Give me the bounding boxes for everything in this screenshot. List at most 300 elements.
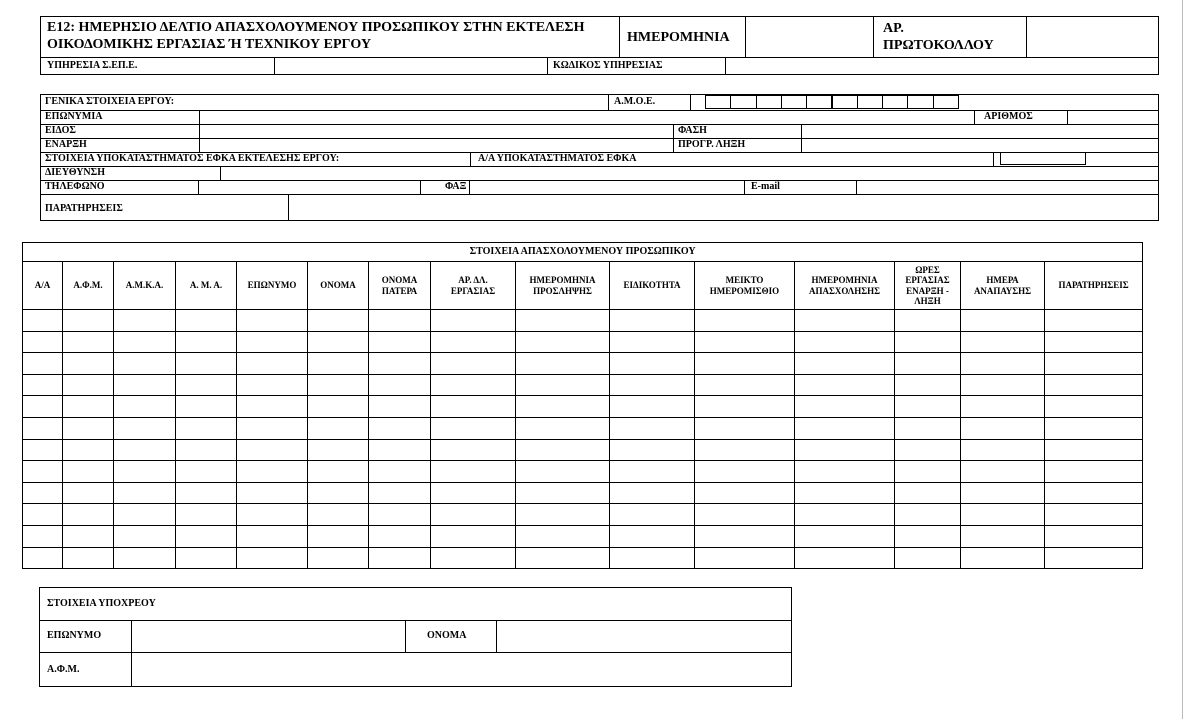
table-cell[interactable]: [114, 353, 176, 375]
project-vline: [801, 124, 802, 152]
project-vline: [690, 94, 691, 110]
amoe-digit-box[interactable]: [705, 95, 731, 109]
staff-column-header-line: ΗΜΕΡΟΜΗΝΙΑ: [811, 275, 878, 286]
obligor-surname-label: ΕΠΩΝΥΜΟ: [47, 630, 102, 641]
amoe-digit-box[interactable]: [882, 95, 908, 109]
table-cell[interactable]: [961, 331, 1045, 353]
table-cell[interactable]: [369, 504, 431, 526]
table-cell[interactable]: [63, 461, 114, 483]
table-cell[interactable]: [431, 417, 516, 439]
table-cell[interactable]: [237, 331, 308, 353]
table-cell[interactable]: [23, 439, 63, 461]
table-cell[interactable]: [431, 374, 516, 396]
table-cell[interactable]: [237, 504, 308, 526]
obligor-vline: [405, 620, 406, 652]
table-cell[interactable]: [516, 374, 610, 396]
table-cell[interactable]: [1045, 439, 1143, 461]
project-row-line: [40, 194, 1159, 195]
table-cell[interactable]: [176, 547, 237, 569]
table-cell[interactable]: [1045, 525, 1143, 547]
staff-column-header-line: ΛΗΞΗ: [914, 295, 941, 306]
table-cell[interactable]: [516, 396, 610, 418]
email-label: E-mail: [751, 181, 780, 192]
table-cell[interactable]: [23, 353, 63, 375]
table-cell[interactable]: [369, 417, 431, 439]
date-label: ΗΜΕΡΟΜΗΝΙΑ: [627, 30, 730, 45]
table-cell[interactable]: [1045, 482, 1143, 504]
table-cell[interactable]: [114, 374, 176, 396]
table-cell[interactable]: [23, 331, 63, 353]
project-vline: [974, 110, 975, 124]
staff-column-header: [23, 262, 63, 310]
table-cell[interactable]: [308, 525, 369, 547]
table-cell[interactable]: [237, 353, 308, 375]
table-cell[interactable]: [895, 310, 961, 332]
table-cell[interactable]: [176, 353, 237, 375]
table-cell[interactable]: [1045, 547, 1143, 569]
table-cell[interactable]: [961, 310, 1045, 332]
table-cell[interactable]: [516, 439, 610, 461]
project-vline: [420, 180, 421, 194]
staff-column-header: [63, 262, 114, 310]
notes-label: ΠΑΡΑΤΗΡΗΣΕΙΣ: [45, 203, 123, 214]
table-cell[interactable]: [961, 504, 1045, 526]
form-title-line2: ΟΙΚΟΔΟΜΙΚΗΣ ΕΡΓΑΣΙΑΣ Ή ΤΕΧΝΙΚΟΥ ΕΡΓΟΥ: [47, 37, 372, 52]
protocol-label-line1: ΑΡ.: [883, 21, 904, 36]
project-vline: [744, 180, 745, 194]
staff-header-row: [23, 262, 1143, 310]
amoe-digit-box[interactable]: [933, 95, 959, 109]
table-cell[interactable]: [610, 504, 695, 526]
table-cell[interactable]: [308, 547, 369, 569]
protocol-label-line2: ΠΡΩΤΟΚΟΛΛΟΥ: [883, 38, 994, 53]
staff-table: [22, 242, 1143, 569]
staff-column-header-line: Α/Α: [34, 280, 51, 291]
page-edge-line: [1182, 0, 1183, 719]
table-cell[interactable]: [961, 439, 1045, 461]
table-cell[interactable]: [369, 374, 431, 396]
table-cell[interactable]: [114, 482, 176, 504]
table-cell[interactable]: [895, 504, 961, 526]
table-row: [23, 374, 1143, 396]
table-cell[interactable]: [23, 504, 63, 526]
obligor-row-line: [39, 652, 792, 653]
project-start-field[interactable]: [201, 139, 671, 151]
table-cell[interactable]: [610, 482, 695, 504]
project-vline: [856, 180, 857, 194]
table-cell[interactable]: [63, 525, 114, 547]
table-cell[interactable]: [431, 396, 516, 418]
staff-column-header: [516, 262, 610, 310]
table-cell[interactable]: [176, 439, 237, 461]
table-cell[interactable]: [610, 439, 695, 461]
table-cell[interactable]: [695, 353, 795, 375]
table-cell[interactable]: [23, 547, 63, 569]
table-cell[interactable]: [114, 331, 176, 353]
table-cell[interactable]: [695, 374, 795, 396]
table-cell[interactable]: [369, 482, 431, 504]
table-cell[interactable]: [961, 353, 1045, 375]
table-cell[interactable]: [610, 396, 695, 418]
table-cell[interactable]: [1045, 396, 1143, 418]
table-cell[interactable]: [114, 547, 176, 569]
table-cell[interactable]: [1045, 504, 1143, 526]
table-cell[interactable]: [895, 525, 961, 547]
staff-column-header-line: ΕΠΩΝΥΜΟ: [247, 280, 297, 291]
address-label: ΔΙΕΥΘΥΝΣΗ: [45, 167, 105, 178]
table-cell[interactable]: [237, 439, 308, 461]
table-cell[interactable]: [237, 461, 308, 483]
staff-column-header-line: ΕΙΔΙΚΟΤΗΤΑ: [623, 280, 681, 291]
table-cell[interactable]: [369, 353, 431, 375]
table-cell[interactable]: [431, 461, 516, 483]
table-cell[interactable]: [431, 482, 516, 504]
table-cell[interactable]: [308, 461, 369, 483]
table-cell[interactable]: [961, 417, 1045, 439]
table-cell[interactable]: [895, 482, 961, 504]
staff-section-title: ΣΤΟΙΧΕΙΑ ΑΠΑΣΧΟΛΟΥΜΕΝΟΥ ΠΡΟΣΩΠΙΚΟΥ: [23, 243, 1143, 262]
table-cell[interactable]: [237, 396, 308, 418]
table-cell[interactable]: [610, 547, 695, 569]
table-cell[interactable]: [237, 547, 308, 569]
table-cell[interactable]: [308, 331, 369, 353]
table-cell[interactable]: [795, 310, 895, 332]
table-cell[interactable]: [695, 417, 795, 439]
project-vline: [199, 110, 200, 152]
table-cell[interactable]: [369, 525, 431, 547]
table-cell[interactable]: [308, 482, 369, 504]
protocol-number-field[interactable]: [1028, 18, 1157, 56]
staff-column-header: [961, 262, 1045, 310]
obligor-name-field[interactable]: [498, 622, 790, 651]
amoe-digit-box[interactable]: [756, 95, 782, 109]
table-cell[interactable]: [176, 525, 237, 547]
table-cell[interactable]: [63, 547, 114, 569]
table-cell[interactable]: [516, 504, 610, 526]
header-vline: [873, 16, 874, 58]
project-vline: [673, 124, 674, 152]
table-cell[interactable]: [176, 331, 237, 353]
project-number-field[interactable]: [1069, 111, 1157, 123]
table-row: [23, 396, 1143, 418]
project-vline: [470, 152, 471, 166]
table-cell[interactable]: [23, 417, 63, 439]
table-cell[interactable]: [237, 417, 308, 439]
amoe-label: Α.Μ.Ο.Ε.: [614, 96, 656, 107]
project-start-label: ΕΝΑΡΞΗ: [45, 139, 87, 150]
table-cell[interactable]: [895, 439, 961, 461]
table-cell[interactable]: [1045, 461, 1143, 483]
project-vline: [198, 180, 199, 194]
table-cell[interactable]: [795, 461, 895, 483]
table-cell[interactable]: [1045, 353, 1143, 375]
fax-label: ΦΑΞ: [445, 181, 467, 192]
staff-column-header-line: ΗΜΕΡΟΜΙΣΘΙΟ: [709, 285, 780, 296]
table-cell[interactable]: [695, 439, 795, 461]
project-vline: [469, 180, 470, 194]
table-cell[interactable]: [695, 482, 795, 504]
table-cell[interactable]: [176, 482, 237, 504]
obligor-afm-label: Α.Φ.Μ.: [47, 664, 80, 675]
staff-column-header-line: ΗΜΕΡΑ: [986, 275, 1019, 286]
table-cell[interactable]: [431, 353, 516, 375]
table-cell[interactable]: [114, 461, 176, 483]
project-phase-field[interactable]: [803, 125, 1157, 137]
table-cell[interactable]: [895, 353, 961, 375]
table-cell[interactable]: [610, 417, 695, 439]
date-field[interactable]: [747, 18, 871, 56]
header-vline: [1026, 16, 1027, 58]
table-cell[interactable]: [795, 525, 895, 547]
obligor-row-line: [39, 620, 792, 621]
table-cell[interactable]: [237, 525, 308, 547]
table-cell[interactable]: [114, 310, 176, 332]
table-cell[interactable]: [23, 482, 63, 504]
table-cell[interactable]: [308, 374, 369, 396]
project-name-field[interactable]: [201, 111, 973, 123]
staff-column-header: [176, 262, 237, 310]
table-cell[interactable]: [237, 374, 308, 396]
table-cell[interactable]: [695, 525, 795, 547]
table-cell[interactable]: [695, 331, 795, 353]
table-cell[interactable]: [516, 482, 610, 504]
staff-column-header-line: Α. Μ. Α.: [189, 280, 223, 291]
table-cell[interactable]: [63, 396, 114, 418]
address-field[interactable]: [222, 167, 1157, 179]
project-vline: [993, 152, 994, 166]
table-cell[interactable]: [23, 396, 63, 418]
table-row: [23, 310, 1143, 332]
table-cell[interactable]: [431, 331, 516, 353]
staff-column-header-line: ΩΡΕΣ: [915, 264, 940, 275]
service-code-field[interactable]: [727, 59, 1157, 74]
table-row: [23, 331, 1143, 353]
service-field[interactable]: [276, 59, 545, 74]
table-cell[interactable]: [895, 331, 961, 353]
project-planned-end-label: ΠΡΟΓΡ. ΛΗΞΗ: [678, 139, 746, 150]
branch-number-field[interactable]: [1000, 152, 1086, 165]
table-cell[interactable]: [176, 374, 237, 396]
staff-column-header-line: ΑΝΑΠΑΥΣΗΣ: [973, 285, 1032, 296]
obligor-afm-field[interactable]: [133, 654, 790, 685]
table-cell[interactable]: [795, 417, 895, 439]
table-cell[interactable]: [308, 310, 369, 332]
table-cell[interactable]: [114, 525, 176, 547]
table-cell[interactable]: [795, 439, 895, 461]
table-cell[interactable]: [795, 482, 895, 504]
staff-column-header-line: ΠΡΟΣΛΗΨΗΣ: [533, 285, 592, 296]
table-cell[interactable]: [431, 310, 516, 332]
table-cell[interactable]: [237, 482, 308, 504]
table-cell[interactable]: [895, 417, 961, 439]
table-cell[interactable]: [63, 417, 114, 439]
header-vline: [274, 57, 275, 75]
table-cell[interactable]: [695, 504, 795, 526]
table-cell[interactable]: [610, 525, 695, 547]
table-cell[interactable]: [369, 331, 431, 353]
obligor-name-label: ΟΝΟΜΑ: [427, 630, 467, 641]
table-cell[interactable]: [114, 417, 176, 439]
staff-column-header-line: ΑΡ. ΔΛ.: [458, 275, 488, 286]
table-cell[interactable]: [516, 461, 610, 483]
table-cell[interactable]: [308, 439, 369, 461]
table-cell[interactable]: [176, 461, 237, 483]
table-cell[interactable]: [516, 547, 610, 569]
header-vline: [725, 57, 726, 75]
table-row: [23, 417, 1143, 439]
table-cell[interactable]: [369, 310, 431, 332]
amoe-digit-box[interactable]: [730, 95, 756, 109]
project-general-label: ΓΕΝΙΚΑ ΣΤΟΙΧΕΙΑ ΕΡΓΟΥ:: [45, 96, 175, 107]
staff-column-header-line: ΟΝΟΜΑ: [381, 275, 418, 286]
staff-column-header: [237, 262, 308, 310]
table-cell[interactable]: [176, 504, 237, 526]
staff-column-header-line: ΠΑΤΕΡΑ: [381, 285, 418, 296]
amoe-digit-box[interactable]: [832, 95, 858, 109]
staff-table-body: [23, 310, 1143, 569]
fax-field[interactable]: [471, 181, 742, 193]
staff-column-header-line: ΗΜΕΡΟΜΗΝΙΑ: [529, 275, 596, 286]
table-cell[interactable]: [176, 417, 237, 439]
project-type-field[interactable]: [201, 125, 671, 137]
header-vline: [745, 16, 746, 58]
staff-column-header: [1045, 262, 1143, 310]
table-cell[interactable]: [237, 310, 308, 332]
table-row: [23, 482, 1143, 504]
table-row: [23, 504, 1143, 526]
branch-number-label: Α/Α ΥΠΟΚΑΤΑΣΤΗΜΑΤΟΣ ΕΦΚΑ: [478, 153, 637, 164]
table-cell[interactable]: [961, 525, 1045, 547]
table-cell[interactable]: [23, 310, 63, 332]
table-cell[interactable]: [795, 374, 895, 396]
table-cell[interactable]: [63, 353, 114, 375]
project-vline: [288, 194, 289, 221]
table-row: [23, 525, 1143, 547]
staff-column-header-line: Α.Φ.Μ.: [73, 280, 103, 291]
table-cell[interactable]: [114, 396, 176, 418]
table-cell[interactable]: [895, 374, 961, 396]
notes-field[interactable]: [290, 196, 1157, 220]
table-cell[interactable]: [610, 331, 695, 353]
table-cell[interactable]: [23, 525, 63, 547]
obligor-vline: [131, 620, 132, 687]
table-cell[interactable]: [516, 353, 610, 375]
branch-label: ΣΤΟΙΧΕΙΑ ΥΠΟΚΑΤΑΣΤΗΜΑΤΟΣ ΕΦΚΑ ΕΚΤΕΛΕΣΗΣ ΕΡΓΟΥ:: [45, 153, 340, 164]
table-cell[interactable]: [610, 353, 695, 375]
table-cell[interactable]: [961, 461, 1045, 483]
form-title-line1: Ε12: ΗΜΕΡΗΣΙΟ ΔΕΛΤΙΟ ΑΠΑΣΧΟΛΟΥΜΕΝΟΥ ΠΡΟΣΩΠΙΚΟΥ ΣΤΗΝ ΕΚΤΕΛΕΣΗ: [47, 20, 585, 35]
table-cell[interactable]: [516, 525, 610, 547]
table-cell[interactable]: [695, 396, 795, 418]
table-cell[interactable]: [63, 310, 114, 332]
staff-column-header: [308, 262, 369, 310]
table-cell[interactable]: [795, 396, 895, 418]
staff-column-header: [895, 262, 961, 310]
phone-field[interactable]: [200, 181, 418, 193]
table-cell[interactable]: [610, 461, 695, 483]
staff-column-header-line: ΑΠΑΣΧΟΛΗΣΗΣ: [809, 285, 880, 296]
staff-column-header-line: ΠΑΡΑΤΗΡΗΣΕΙΣ: [1058, 280, 1129, 291]
table-cell[interactable]: [795, 547, 895, 569]
project-vline: [220, 166, 221, 180]
table-cell[interactable]: [961, 396, 1045, 418]
amoe-digit-box[interactable]: [907, 95, 933, 109]
header-divider: [40, 57, 1159, 58]
table-cell[interactable]: [1045, 331, 1143, 353]
table-cell[interactable]: [308, 396, 369, 418]
table-cell[interactable]: [795, 331, 895, 353]
table-cell[interactable]: [114, 439, 176, 461]
table-cell[interactable]: [695, 310, 795, 332]
table-cell[interactable]: [695, 461, 795, 483]
table-cell[interactable]: [431, 525, 516, 547]
table-cell[interactable]: [176, 396, 237, 418]
table-cell[interactable]: [369, 547, 431, 569]
table-cell[interactable]: [63, 331, 114, 353]
table-cell[interactable]: [516, 310, 610, 332]
table-cell[interactable]: [431, 547, 516, 569]
table-cell[interactable]: [431, 439, 516, 461]
table-row: [23, 353, 1143, 375]
table-cell[interactable]: [63, 439, 114, 461]
table-cell[interactable]: [895, 396, 961, 418]
staff-column-header: [795, 262, 895, 310]
table-cell[interactable]: [961, 547, 1045, 569]
table-cell[interactable]: [610, 374, 695, 396]
email-field[interactable]: [858, 181, 1157, 193]
amoe-digit-box[interactable]: [857, 95, 883, 109]
table-cell[interactable]: [63, 374, 114, 396]
table-cell[interactable]: [63, 482, 114, 504]
amoe-digit-box[interactable]: [806, 95, 832, 109]
table-cell[interactable]: [308, 353, 369, 375]
table-cell[interactable]: [114, 504, 176, 526]
table-cell[interactable]: [961, 374, 1045, 396]
table-cell[interactable]: [308, 417, 369, 439]
table-cell[interactable]: [516, 417, 610, 439]
table-cell[interactable]: [23, 374, 63, 396]
table-cell[interactable]: [1045, 310, 1143, 332]
table-cell[interactable]: [795, 353, 895, 375]
table-cell[interactable]: [516, 331, 610, 353]
table-cell[interactable]: [610, 310, 695, 332]
table-cell[interactable]: [369, 461, 431, 483]
table-cell[interactable]: [795, 504, 895, 526]
table-cell[interactable]: [63, 504, 114, 526]
project-number-label: ΑΡΙΘΜΟΣ: [984, 111, 1033, 122]
amoe-digit-box[interactable]: [781, 95, 807, 109]
project-planned-end-field[interactable]: [803, 139, 1157, 151]
table-cell[interactable]: [369, 439, 431, 461]
project-phase-label: ΦΑΣΗ: [678, 125, 707, 136]
table-cell[interactable]: [431, 504, 516, 526]
table-cell[interactable]: [961, 482, 1045, 504]
service-label: ΥΠΗΡΕΣΙΑ Σ.ΕΠ.Ε.: [47, 60, 138, 71]
table-cell[interactable]: [308, 504, 369, 526]
service-code-label: ΚΩΔΙΚΟΣ ΥΠΗΡΕΣΙΑΣ: [553, 60, 663, 71]
table-cell[interactable]: [895, 461, 961, 483]
table-cell[interactable]: [176, 310, 237, 332]
table-cell[interactable]: [23, 461, 63, 483]
project-type-label: ΕΙΔΟΣ: [45, 125, 76, 136]
staff-column-header-line: ΜΕΙΚΤΟ: [725, 275, 764, 286]
table-cell[interactable]: [895, 547, 961, 569]
obligor-surname-field[interactable]: [133, 622, 403, 651]
table-cell[interactable]: [695, 547, 795, 569]
table-cell[interactable]: [369, 396, 431, 418]
table-cell[interactable]: [1045, 417, 1143, 439]
table-cell[interactable]: [1045, 374, 1143, 396]
